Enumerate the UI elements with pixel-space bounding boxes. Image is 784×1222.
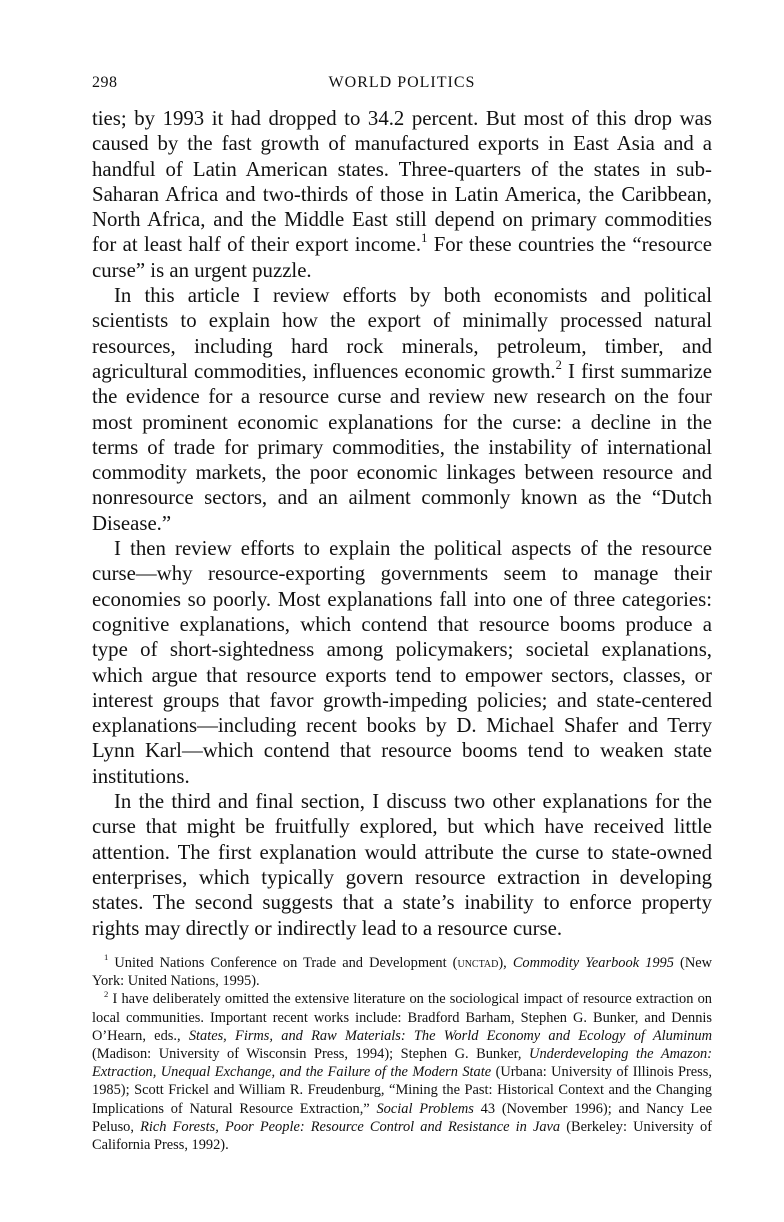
footnote-marker: 1 bbox=[421, 231, 428, 246]
text-run: In the third and final section, I discuss two other explanations for the curse that might be fruitfully explored, but which have received little attention. The first explanation would attribute the curse to state-owned enterprises, which typically govern resource extraction in developing states. The second suggests that a state’s inability to enforce property rights may directly or indirectly lead to a resource curse. bbox=[92, 790, 712, 940]
text-run: In this article I review efforts by both economists and political scientists to explain how the export of minimally processed natural resources, including hard rock minerals, petroleum, timber, and agricultural commodities, influences economic growth. bbox=[92, 284, 712, 383]
footnote bbox=[92, 990, 712, 1154]
footnote-marker: 2 bbox=[555, 357, 562, 372]
text-run: (Berkeley: University of California Press, 1992). bbox=[92, 1118, 712, 1154]
running-head: WORLD POLITICS bbox=[328, 74, 476, 91]
text-run: I have deliberately omitted the extensive literature on the sociological impact of resource extraction on local communities. Important recent works include: Bradford Barham, Stephen G. Bunker, and Dennis O’Hearn, eds., bbox=[92, 991, 712, 1044]
text-run: (Urbana: University of Illinois Press, 1985); Scott Frickel and William R. Freudenburg, “Mining the Past: Historical Context and the Changing Implications of Natural Resource Extraction,” bbox=[92, 1064, 712, 1117]
text-run: I first summarize the evidence for a resource curse and review new research on the four most prominent economic explanations for the curse: a decline in the terms of trade for primary commodities, the instability of international commodity markets, the poor economic linkages between resource and nonresource sectors, and an ailment commonly known as the “Dutch Disease.” bbox=[92, 359, 712, 535]
text-run: 43 (November 1996); and Nancy Lee Peluso, bbox=[92, 1100, 712, 1135]
body-paragraph bbox=[92, 789, 712, 941]
text-run: For these countries the “resource curse” is an urgent puzzle. bbox=[92, 233, 712, 282]
text-run: ), bbox=[498, 955, 513, 971]
italic-title: States, Firms, and Raw Materials: The World Economy and Ecology of Aluminum bbox=[188, 1027, 712, 1044]
body-paragraph bbox=[92, 536, 712, 789]
italic-title: Underdeveloping the Amazon: Extraction, Unequal Exchange, and the Failure of the Modern State bbox=[92, 1046, 712, 1081]
small-caps-text: unctad bbox=[457, 955, 499, 971]
italic-title: Rich Forests, Poor People: Resource Control and Resistance in Java bbox=[140, 1118, 561, 1135]
page-number: 298 bbox=[92, 74, 118, 91]
footnote bbox=[92, 954, 712, 990]
page-content bbox=[92, 74, 712, 1154]
italic-title: Social Problems bbox=[376, 1100, 474, 1117]
text-run: I then review efforts to explain the political aspects of the resource curse—why resource-exporting governments seem to manage their economies so poorly. Most explanations fall into one of three categories: cognitive explanations, which contend that resource booms produce a type of short-sightedness among policymakers; societal explanations, which argue that resource exports tend to empower sectors, classes, or interest groups that favor growth-impeding policies; and state-centered explanations—including recent books by D. Michael Shafer and Terry Lynn Karl—which contend that resource booms tend to weaken state institutions. bbox=[92, 537, 712, 788]
body-paragraph bbox=[92, 283, 712, 536]
text-run: (New York: United Nations, 1995). bbox=[92, 955, 712, 990]
page-header bbox=[92, 74, 712, 100]
text-run: (Madison: University of Wisconsin Press, 1994); Stephen G. Bunker, bbox=[92, 1046, 530, 1063]
body-paragraph bbox=[92, 106, 712, 283]
body-text bbox=[92, 106, 712, 941]
footnote-marker: 1 bbox=[104, 952, 109, 963]
text-run: United Nations Conference on Trade and Development ( bbox=[108, 955, 458, 971]
footnotes bbox=[92, 954, 712, 1154]
text-run: ties; by 1993 it had dropped to 34.2 percent. But most of this drop was caused by the fast growth of manufactured exports in East Asia and a handful of Latin American states. Three-quarters of the states in sub-Saharan Africa and two-thirds of those in Latin America, the Caribbean, North Africa, and the Middle East still depend on primary commodities for at least half of their export income. bbox=[92, 107, 712, 257]
italic-title: Commodity Yearbook 1995 bbox=[512, 955, 674, 971]
footnote-marker: 2 bbox=[104, 988, 109, 999]
